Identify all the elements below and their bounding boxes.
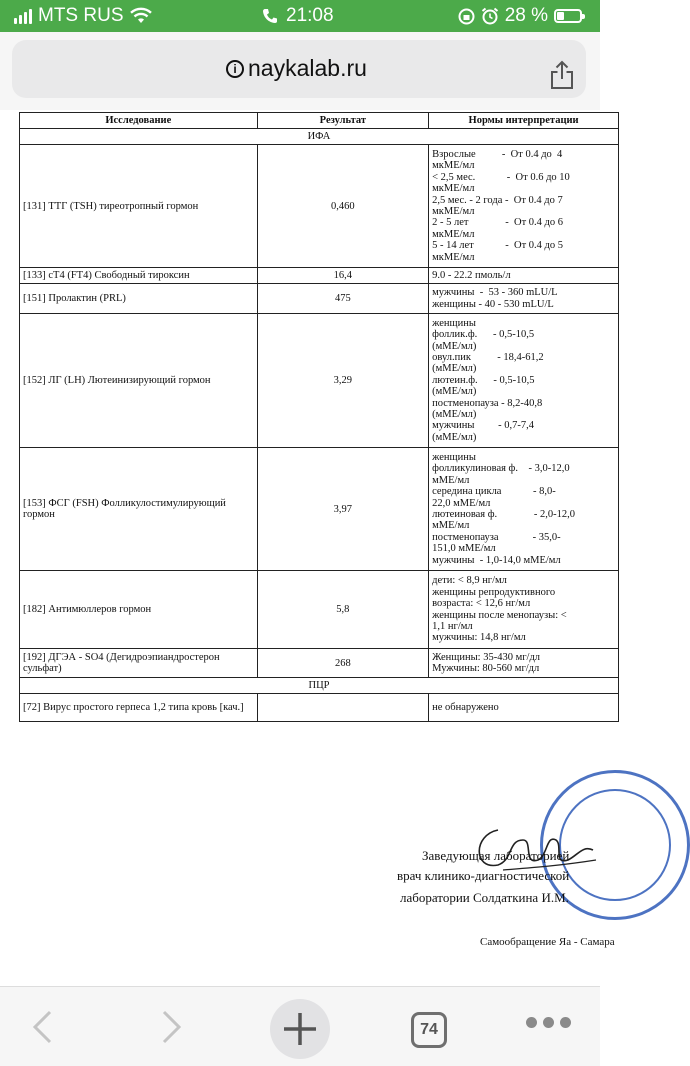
table-row [20, 284, 619, 314]
signer-name: лаборатории Солдаткина И.М. [400, 890, 569, 905]
plus-icon [270, 999, 330, 1059]
table-row [20, 649, 619, 678]
test-norm: мужчины - 53 - 360 mLU/L женщины - 40 - 530 mLU/L [429, 284, 619, 314]
test-result: 268 [257, 649, 429, 678]
section-row-ifa [20, 129, 619, 145]
document-page [0, 110, 615, 990]
test-name: [151] Пролактин (PRL) [20, 284, 258, 314]
test-norm: женщины фоллик.ф. - 0,5-10,5 (мМЕ/мл) овул.пик - 18,4-61,2 (мМЕ/мл) лютеин.ф. - 0,5-10,5 (мМЕ/мл) постменопауза - 8,2-40,8 (мМЕ/мл) мужчины - 0,7-7,4 (мМЕ/мл) [429, 314, 619, 448]
table-row [20, 694, 619, 722]
browser-bottom-toolbar [0, 986, 600, 1066]
battery-percent: 28 % [504, 5, 548, 26]
section-title: ИФА [20, 129, 619, 145]
header-result: Результат [257, 113, 429, 129]
test-norm: Женщины: 35-430 мг/дл Мужчины: 80-560 мг/дл [429, 649, 619, 678]
test-result: 5,8 [257, 571, 429, 649]
test-name: [192] ДГЭА - SO4 (Дегидроэпиандростерон сульфат) [20, 649, 258, 678]
back-button[interactable] [30, 1009, 54, 1045]
section-row-pcr [20, 678, 619, 694]
share-icon[interactable] [549, 60, 575, 90]
test-name: [72] Вирус простого герпеса 1,2 типа кровь [кач.] [20, 694, 258, 722]
table-row [20, 571, 619, 649]
test-norm: Взрослые - От 0.4 до 4 мкМЕ/мл < 2,5 мес. - От 0.6 до 10 мкМЕ/мл 2,5 мес. - 2 года - От 0.4 до 7 мкМЕ/мл 2 - 5 лет - От 0.4 до 6 мкМЕ/мл 5 - 14 лет - От 0.4 до 5 мкМЕ/мл [429, 145, 619, 268]
signer-title: Заведующая лабораторией [422, 848, 570, 863]
alarm-icon [481, 7, 499, 25]
test-result: 0,460 [257, 145, 429, 268]
signer-position: врач клинико-диагностической [397, 868, 570, 883]
forward-button[interactable] [160, 1009, 184, 1045]
address-bar[interactable] [12, 40, 586, 98]
status-right [458, 5, 582, 27]
test-name: [152] ЛГ (LH) Лютеинизирующий гормон [20, 314, 258, 448]
header-test: Исследование [20, 113, 258, 129]
table-row [20, 145, 619, 268]
browser-toolbar [0, 32, 600, 110]
test-name: [133] сТ4 (FT4) Свободный тироксин [20, 268, 258, 284]
test-result: 475 [257, 284, 429, 314]
referral-note: Самообращение Яа - Самара [480, 936, 615, 948]
status-left [14, 5, 152, 27]
more-menu-button[interactable] [526, 1017, 571, 1028]
table-row [20, 448, 619, 571]
battery-icon [554, 9, 582, 23]
test-norm: не обнаружено [429, 694, 619, 722]
test-name: [131] ТТГ (TSH) тиреотропный гормон [20, 145, 258, 268]
new-tab-button[interactable] [270, 999, 330, 1059]
table-row [20, 314, 619, 448]
clock: 21:08 [286, 5, 334, 26]
cellular-signal-icon [14, 8, 32, 24]
table-header-row [20, 113, 619, 129]
carrier-name: MTS RUS [38, 5, 124, 26]
test-name: [182] Антимюллеров гормон [20, 571, 258, 649]
test-result: 3,97 [257, 448, 429, 571]
test-result: 16,4 [257, 268, 429, 284]
test-name: [153] ФСГ (FSH) Фолликулостимулирующий гормон [20, 448, 258, 571]
section-title: ПЦР [20, 678, 619, 694]
info-icon[interactable]: i [226, 60, 244, 78]
test-norm: женщины фолликулиновая ф. - 3,0-12,0 мМЕ/мл середина цикла - 8,0- 22,0 мМЕ/мл лютеиновая ф. - 2,0-12,0 мМЕ/мл постменопауза - 35,0- 151,0 мМЕ/мл мужчины - 1,0-14,0 мМЕ/мл [429, 448, 619, 571]
rotation-lock-icon [458, 8, 475, 25]
test-norm: дети: < 8,9 нг/мл женщины репродуктивного возраста: < 12,6 нг/мл женщины после менопаузы: < 1,1 нг/мл мужчины: 14,8 нг/мл [429, 571, 619, 649]
phone-call-icon [262, 8, 278, 24]
test-result: 3,29 [257, 314, 429, 448]
tabs-button[interactable]: 74 [411, 1012, 447, 1048]
wifi-icon [130, 8, 152, 24]
test-norm: 9.0 - 22.2 пмоль/л [429, 268, 619, 284]
test-result [257, 694, 429, 722]
status-center [262, 5, 334, 27]
lab-results-table [19, 112, 619, 722]
header-norms: Нормы интерпретации [429, 113, 619, 129]
url-text[interactable]: naykalab.ru [248, 55, 367, 81]
status-bar [0, 0, 600, 32]
table-row [20, 268, 619, 284]
